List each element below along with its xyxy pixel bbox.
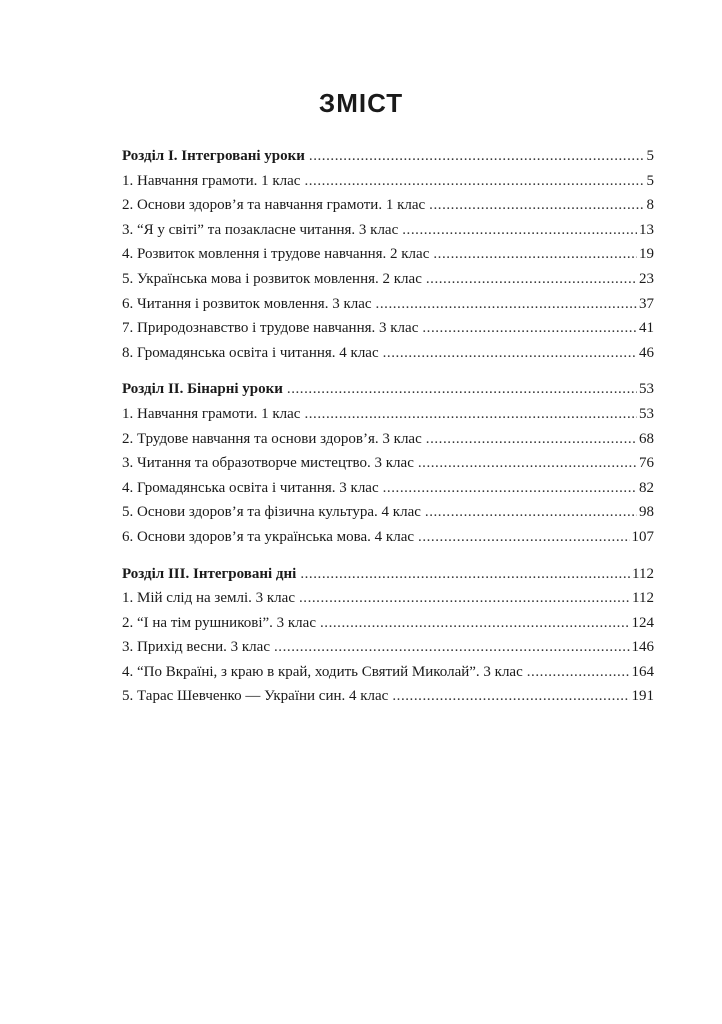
dot-leader	[425, 504, 637, 521]
toc-entry-label: 8. Громадянська освіта і читання. 4 клас	[122, 344, 379, 361]
toc-entry-label: 3. “Я у світі” та позакласне читання. 3 клас	[122, 221, 399, 238]
toc-page-number: 13	[639, 221, 654, 238]
toc-entry-label: 1. Навчання грамоти. 1 клас	[122, 405, 301, 422]
toc-entry-label: 6. Основи здоров’я та українська мова. 4 клас	[122, 528, 415, 545]
dot-leader	[426, 431, 637, 448]
toc-entry-label: 1. Мій слід на землі. 3 клас	[122, 590, 295, 607]
toc-page-number: 23	[639, 270, 654, 287]
toc-entry[interactable]	[122, 480, 654, 505]
toc-section-heading[interactable]	[122, 566, 654, 591]
toc-entry[interactable]	[122, 173, 654, 198]
toc-page-number: 124	[631, 614, 654, 631]
toc-section-heading[interactable]	[122, 148, 654, 173]
toc-entry[interactable]	[122, 345, 654, 370]
toc-page-number: 82	[639, 479, 654, 496]
toc-entry[interactable]	[122, 320, 654, 345]
toc-entry[interactable]	[122, 197, 654, 222]
page-title: ЗМІСТ	[318, 88, 404, 118]
toc-entry-label: 5. Тарас Шевченко — України син. 4 клас	[122, 688, 389, 705]
toc-page-number: 146	[631, 639, 654, 656]
toc-heading-label: Розділ I. Інтегровані уроки	[122, 148, 305, 164]
toc-entry-label: 7. Природознавство і трудове навчання. 3 клас	[122, 320, 419, 337]
toc-page-number: 53	[639, 405, 654, 422]
toc-page-number: 37	[639, 295, 654, 312]
dot-leader	[383, 345, 637, 362]
dot-leader	[300, 566, 630, 583]
toc-heading-label: Розділ II. Бінарні уроки	[122, 381, 283, 398]
toc-page-number: 164	[631, 663, 654, 680]
toc-page-number: 68	[639, 430, 654, 447]
toc-section-1	[122, 148, 654, 369]
toc-page-number: 46	[639, 344, 654, 361]
toc-entry-label: 2. “І на тім рушникові”. 3 клас	[122, 614, 316, 631]
toc-page-number: 76	[639, 455, 654, 472]
dot-leader	[304, 173, 644, 190]
dot-leader	[422, 320, 637, 337]
toc-entry[interactable]	[122, 615, 654, 640]
dot-leader	[287, 381, 637, 398]
dot-leader	[299, 590, 630, 607]
toc-page-number: 98	[639, 504, 654, 521]
toc-heading-label: Розділ III. Інтегровані дні	[122, 565, 297, 582]
dot-leader	[383, 480, 637, 497]
toc-entry-label: 4. “По Вкраїні, з краю в край, ходить Святий Миколай”. 3 клас	[122, 663, 523, 680]
toc-page-number: 53	[639, 381, 654, 398]
toc-entry[interactable]	[122, 271, 654, 296]
toc-page-number: 19	[639, 246, 654, 263]
dot-leader	[304, 406, 637, 423]
toc-entry[interactable]	[122, 246, 654, 271]
dot-leader	[426, 271, 637, 288]
toc-page-number: 8	[646, 197, 654, 214]
dot-leader	[274, 639, 630, 656]
toc-page-number: 5	[646, 172, 654, 189]
toc-entry[interactable]	[122, 664, 654, 689]
toc-page-number: 112	[632, 590, 654, 607]
toc-entry[interactable]	[122, 406, 654, 431]
dot-leader	[309, 148, 645, 165]
dot-leader	[429, 197, 644, 214]
toc-entry-label: 6. Читання і розвиток мовлення. 3 клас	[122, 295, 372, 312]
toc-entry[interactable]	[122, 455, 654, 480]
toc-entry[interactable]	[122, 296, 654, 321]
toc-entry-label: 1. Навчання грамоти. 1 клас	[122, 172, 301, 189]
toc-entry[interactable]	[122, 504, 654, 529]
toc-entry[interactable]	[122, 431, 654, 456]
dot-leader	[433, 246, 637, 263]
toc-entry[interactable]	[122, 590, 654, 615]
toc-entry-label: 4. Розвиток мовлення і трудове навчання. 2 клас	[122, 246, 430, 263]
toc-page-number: 41	[639, 320, 654, 337]
toc-entry[interactable]	[122, 222, 654, 247]
toc-page-number: 5	[646, 148, 654, 164]
toc-entry[interactable]	[122, 639, 654, 664]
toc-page-number: 112	[632, 565, 654, 582]
dot-leader	[418, 455, 637, 472]
dot-leader	[376, 296, 637, 313]
dot-leader	[392, 688, 629, 705]
toc-entry[interactable]	[122, 529, 654, 554]
toc-entry-label: 2. Основи здоров’я та навчання грамоти. 1 клас	[122, 197, 426, 214]
toc-entry-label: 4. Громадянська освіта і читання. 3 клас	[122, 479, 379, 496]
dot-leader	[402, 222, 637, 239]
toc-entry[interactable]	[122, 688, 654, 713]
toc-entry-label: 5. Основи здоров’я та фізична культура. 4 клас	[122, 504, 421, 521]
toc-section-3	[122, 566, 654, 714]
toc-page-number: 191	[631, 688, 654, 705]
dot-leader	[418, 529, 629, 546]
toc-entry-label: 5. Українська мова і розвиток мовлення. 2 клас	[122, 270, 422, 287]
toc-section-heading[interactable]	[122, 381, 654, 406]
toc-page-number: 107	[631, 528, 654, 545]
toc-section-2	[122, 381, 654, 553]
toc-entry-label: 2. Трудове навчання та основи здоров’я. 3 клас	[122, 430, 422, 447]
dot-leader	[320, 615, 630, 632]
dot-leader	[527, 664, 630, 681]
toc-entry-label: 3. Читання та образотворче мистецтво. 3 клас	[122, 455, 414, 472]
table-of-contents	[122, 148, 654, 713]
toc-entry-label: 3. Прихід весни. 3 клас	[122, 639, 270, 656]
